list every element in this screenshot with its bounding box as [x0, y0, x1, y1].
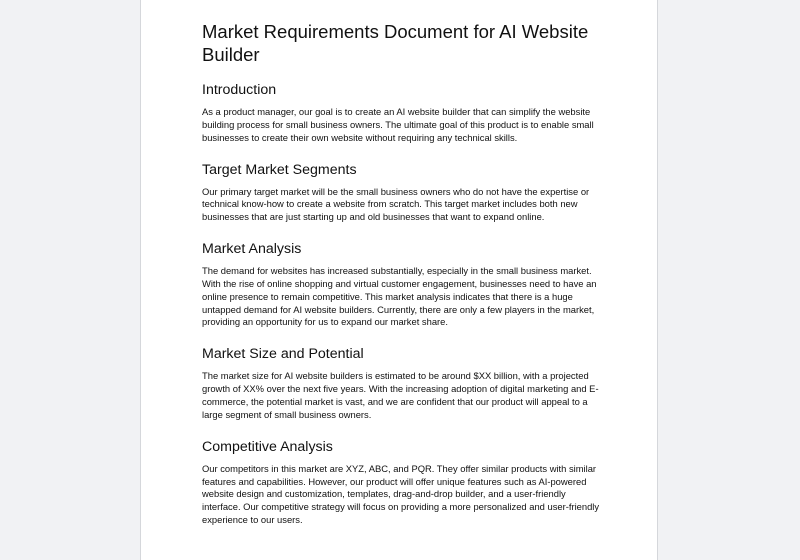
section-heading: Competitive Analysis — [202, 438, 333, 455]
section-market-analysis — [202, 241, 602, 329]
section-market-size-and-potential — [202, 346, 602, 421]
document-content — [202, 20, 602, 544]
section-paragraph: The demand for websites has increased substantially, especially in the small business market. With the rise of online shopping and virtual customer engagement, businesses need to have an online presence to remain competitive. This market analysis indicates that there is a huge untapped demand for AI website builders. Currently, there are only a few players in the market, providing an opportunity for us to expand our market share. — [202, 265, 597, 328]
section-heading: Market Analysis — [202, 241, 302, 258]
document-page — [140, 0, 658, 560]
section-target-market-segments — [202, 162, 602, 225]
section-paragraph: The market size for AI website builders is estimated to be around $XX billion, with a projected growth of XX% over the next five years. With the increasing adoption of digital marketing and E-commerce, the potential market is vast, and we are confident that our product will appeal to a large segment of small business owners. — [202, 370, 599, 420]
section-introduction — [202, 82, 602, 145]
section-paragraph: As a product manager, our goal is to create an AI website builder that can simplify the website building process for small business owners. The ultimate goal of this product is to enable small businesses to create their own website without requiring any technical skills. — [202, 106, 594, 143]
section-heading: Target Market Segments — [202, 161, 357, 178]
section-paragraph: Our primary target market will be the small business owners who do not have the expertise or technical know-how to create a website from scratch. This target market includes both new businesses that are just starting up and old businesses that want to expand online. — [202, 185, 590, 223]
section-competitive-analysis — [202, 439, 602, 527]
document-title: Market Requirements Document for AI Website Builder — [202, 21, 589, 65]
section-heading: Market Size and Potential — [202, 346, 364, 363]
section-paragraph: Our competitors in this market are XYZ, ABC, and PQR. They offer similar products with similar features and capabilities. However, our product will offer unique features such as AI-powered website design and customization, templates, drag-and-drop builder, and a user-friendly interface. Our competitive strategy will focus on providing a more personalized and user-friendly experience to our users. — [202, 462, 600, 526]
section-heading: Introduction — [202, 82, 277, 98]
